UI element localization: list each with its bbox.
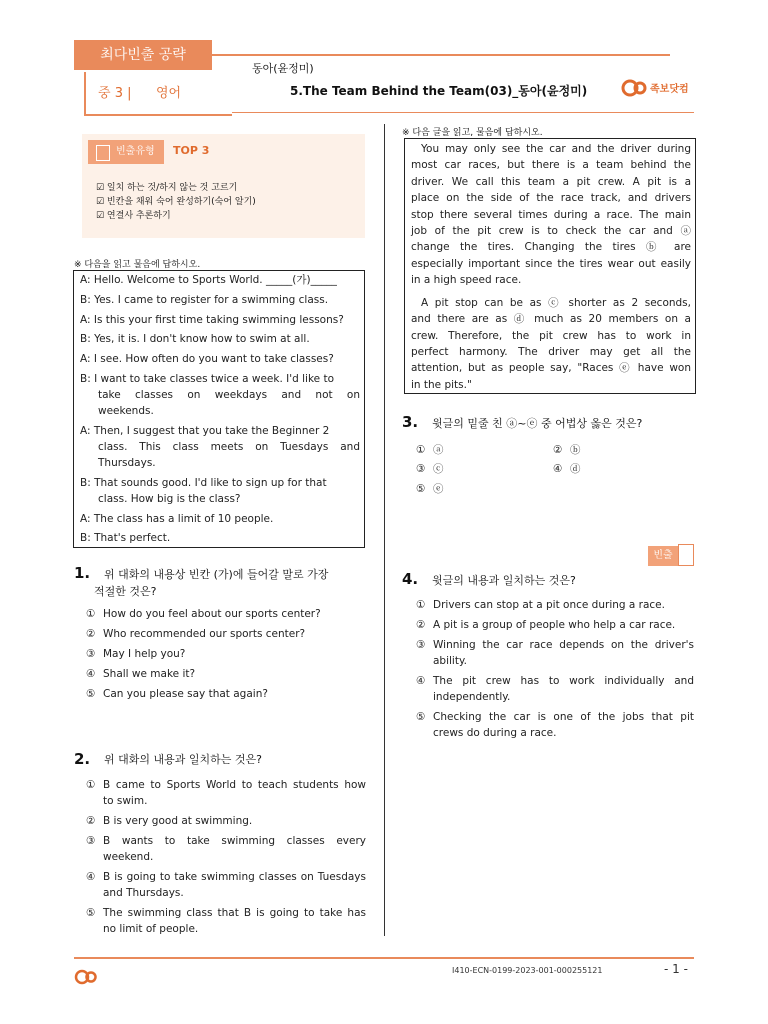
dialogue-line: A: The class has a limit of 10 people. <box>80 513 274 525</box>
option[interactable]: ② ⓑ <box>553 444 581 456</box>
passage-line: driver. We call this team a pit crew. A pit is a <box>411 176 691 188</box>
option[interactable]: ① How do you feel about our sports center? <box>86 608 321 620</box>
footer-line <box>74 957 694 959</box>
dialogue-line: Thursdays. <box>98 457 156 469</box>
dialogue-line: A: Then, I suggest that you take the Beginner 2 <box>80 425 330 437</box>
right-instruction: ※ 다음 글을 읽고, 물음에 답하시오. <box>402 128 543 138</box>
frequent-badge: 빈출 <box>648 546 678 566</box>
question-text: 윗글의 내용과 일치하는 것은? <box>432 574 576 587</box>
passage-line: attention, but as people say, "Races ⓔ have won <box>411 362 691 374</box>
question-number: 4. <box>402 570 419 588</box>
option[interactable]: ① ⓐ <box>416 444 444 456</box>
question-number: 2. <box>74 750 91 768</box>
top3-tab-label: 빈출유형 <box>116 146 155 157</box>
top3-item: ☑ 연결사 추론하기 <box>96 211 171 221</box>
document-code: I410-ECN-0199-2023-001-000255121 <box>452 966 603 975</box>
textbook-label: 동아(윤정미) <box>252 62 314 75</box>
passage-line: especially important since the tires wear out easily <box>411 258 691 270</box>
jokbo-logo-icon <box>74 966 100 988</box>
passage-line: in the pits." <box>411 379 472 391</box>
option[interactable]: ④ Shall we make it? <box>86 668 196 680</box>
question-number: 1. <box>74 564 91 582</box>
star-bookmark-icon <box>678 544 694 566</box>
option[interactable]: ⑤ Can you please say that again? <box>86 688 268 700</box>
column-divider <box>384 124 385 936</box>
question-text: 윗글의 밑줄 친 ⓐ~ⓔ 중 어법상 옳은 것은? <box>432 417 643 430</box>
option[interactable]: ⑤ Checking the car is one of the jobs that pit crews do during a race. <box>416 711 694 739</box>
option[interactable]: ① B came to Sports World to teach students how to swim. <box>86 779 366 807</box>
option[interactable]: ② B is very good at swimming. <box>86 815 253 827</box>
option[interactable]: ④ ⓓ <box>553 463 581 475</box>
option[interactable]: ② Who recommended our sports center? <box>86 628 306 640</box>
passage-line: most car races, but there is a team behind the <box>411 159 691 171</box>
option[interactable]: ② A pit is a group of people who help a car race. <box>416 619 676 631</box>
option[interactable]: ③ B wants to take swimming classes every weekend. <box>86 835 366 863</box>
subject-label: 영어 <box>156 86 182 101</box>
dialogue-line: B: That's perfect. <box>80 532 171 544</box>
dialogue-line: weekends. <box>98 405 154 417</box>
bookmark-icon <box>96 145 110 161</box>
logo-text: 족보닷컴 <box>650 84 689 95</box>
passage-line: A pit stop can be as ⓒ shorter as 2 seconds, <box>421 297 691 309</box>
top3-item: ☑ 빈칸을 채워 숙어 완성하기(숙어 알기) <box>96 197 256 207</box>
left-instruction: ※ 다음을 읽고 물음에 답하시오. <box>74 260 201 270</box>
page-title: 5.The Team Behind the Team(03)_동아(윤정미) <box>290 84 588 98</box>
grade-label: 중 3 | <box>98 86 132 101</box>
option[interactable]: ⑤ The swimming class that B is going to take has no limit of people. <box>86 907 366 935</box>
header-bar <box>210 54 670 56</box>
dialogue-line: B: I want to take classes twice a week. I'd like to <box>80 373 335 385</box>
passage-line: stop there several times during a race. The main <box>411 209 691 221</box>
top3-tab <box>88 140 164 164</box>
dialogue-line: A: I see. How often do you want to take classes? <box>80 353 334 365</box>
passage-line: perfect harmony. The driver may get all the <box>411 346 691 358</box>
dialogue-line: A: Hello. Welcome to Sports World. _____(가)_____ <box>80 274 337 286</box>
option[interactable]: ③ May I help you? <box>86 648 186 660</box>
passage-line: in a high speed race. <box>411 274 522 286</box>
question-text: 적절한 것은? <box>94 585 157 598</box>
passage-line: change the tires. Changing the tires ⓑ are <box>411 241 691 253</box>
dialogue-line: take classes on weekdays and not on <box>98 389 360 401</box>
dialogue-line: class. How big is the class? <box>98 493 241 505</box>
dialogue-line: B: Yes. I came to register for a swimming class. <box>80 294 329 306</box>
option[interactable]: ③ ⓒ <box>416 463 444 475</box>
dialogue-line: B: Yes, it is. I don't know how to swim at all. <box>80 333 310 345</box>
question-number: 3. <box>402 413 419 431</box>
option[interactable]: ④ B is going to take swimming classes on Tuesdays and Thursdays. <box>86 871 366 899</box>
header-underline <box>232 112 694 113</box>
passage-line: crew. Therefore, the pit crew has to work in <box>411 330 691 342</box>
passage-line: and there are as ⓓ much as 20 members on a <box>411 313 691 325</box>
dialogue-line: B: That sounds good. I'd like to sign up for that <box>80 477 327 489</box>
passage-line: You may only see the car and the driver during <box>421 143 691 155</box>
option[interactable]: ④ The pit crew has to work individually and independently. <box>416 675 694 703</box>
header-tab: 최다빈출 공략 <box>74 40 212 70</box>
dialogue-line: A: Is this your first time taking swimming lessons? <box>80 314 344 326</box>
dialogue-box <box>73 270 365 548</box>
option[interactable]: ③ Winning the car race depends on the driver's ability. <box>416 639 694 667</box>
top3-item: ☑ 일치 하는 것/하지 않는 것 고르기 <box>96 183 238 193</box>
passage-line: place on the side of the race track, and drivers <box>411 192 691 204</box>
passage-line: job of the pit crew is to check the car and ⓐ <box>411 225 691 237</box>
passage-box <box>404 138 696 394</box>
top3-name: TOP 3 <box>173 144 210 157</box>
question-text: 위 대화의 내용과 일치하는 것은? <box>104 753 262 766</box>
page-number: - 1 - <box>664 962 688 976</box>
option[interactable]: ⑤ ⓔ <box>416 483 444 495</box>
option[interactable]: ① Drivers can stop at a pit once during a race. <box>416 599 665 611</box>
dialogue-line: class. This class meets on Tuesdays and <box>98 441 360 453</box>
question-text: 위 대화의 내용상 빈칸 (가)에 들어갈 말로 가장 <box>104 568 329 581</box>
